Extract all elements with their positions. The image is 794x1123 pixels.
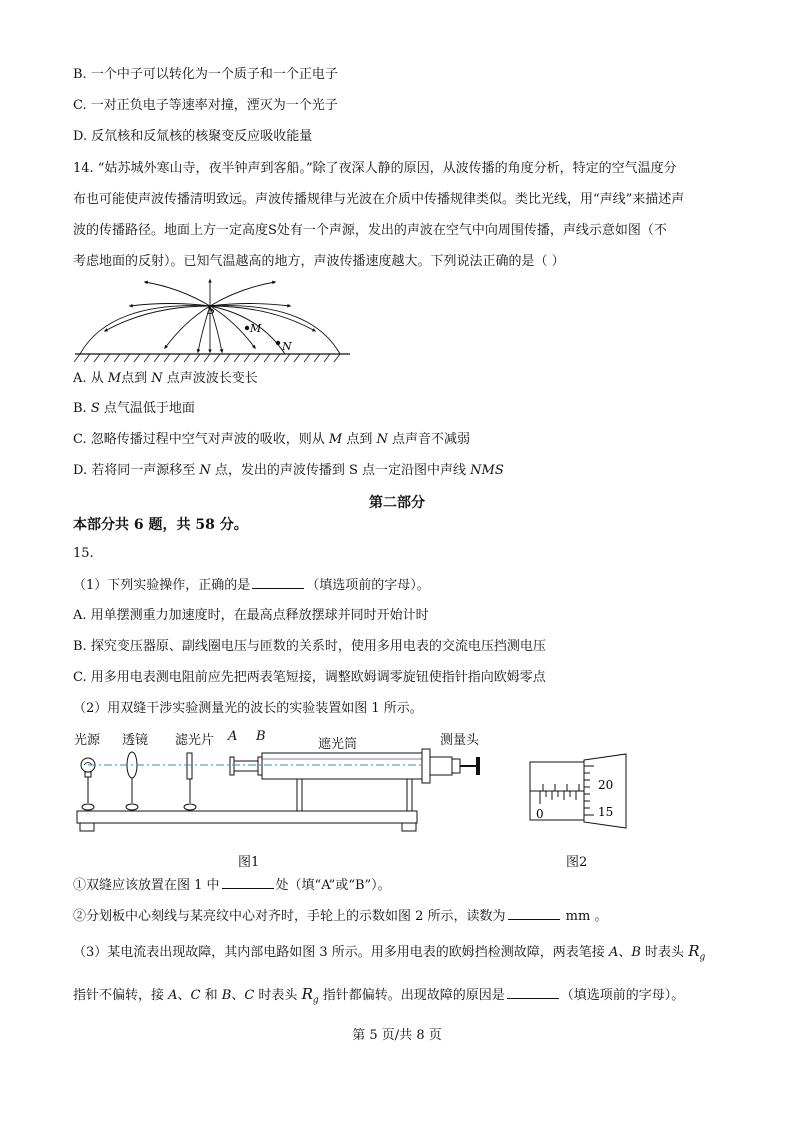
answer-blank[interactable] bbox=[222, 876, 274, 889]
sound-ray-figure bbox=[70, 276, 360, 368]
q14-option-d: D. 若将同一声源移至 N 点，发出的声波传播到 S 点一定沿图中声线 NMS bbox=[73, 463, 504, 478]
q14-option-b: B. S 点气温低于地面 bbox=[73, 401, 195, 416]
q14-stem-line4: 考虑地面的反射）。已知气温越高的地方，声波传播速度越大。下列说法正确的是（ ） bbox=[73, 254, 565, 269]
q13-option-c: C. 一对正负电子等速率对撞，湮灭为一个光子 bbox=[73, 98, 338, 113]
label-measuring-head: 测量头 bbox=[440, 733, 480, 748]
figure2-caption: 图2 bbox=[566, 855, 588, 870]
page-footer: 第 5 页/共 8 页 bbox=[352, 1028, 442, 1043]
figure1-caption: 图1 bbox=[238, 855, 260, 870]
q15-sub1: （1）下列实验操作，正确的是 （填选项前的字母）。 bbox=[73, 578, 430, 593]
label-a: A bbox=[228, 729, 238, 744]
label-b: B bbox=[256, 729, 266, 744]
answer-blank[interactable] bbox=[507, 986, 559, 999]
label-light-source: 光源 bbox=[74, 733, 101, 748]
q15-sub2-2: ②分划板中心刻线与某亮纹中心对齐时，手轮上的示数如图 2 所示，读数为 mm 。 bbox=[73, 909, 608, 924]
q15-sub3-line2: 指针不偏转，接 A、C 和 B、C 时表头 $R_g$ 指针都偏转。出现故障的原因是 （填选项前的字母）。 bbox=[73, 985, 685, 1006]
q15-option-c: C. 用多用电表测电阻前应先把两表笔短接，调整欧姆调零旋钮使指针指向欧姆零点 bbox=[73, 670, 546, 685]
q15-sub2-1: ①双缝应该放置在图 1 中 处（填“A”或“B”）。 bbox=[73, 878, 391, 893]
micrometer-tick-15: 15 bbox=[598, 805, 614, 819]
q15-number: 15. bbox=[73, 546, 94, 561]
answer-blank[interactable] bbox=[252, 576, 304, 589]
micrometer-tick-0: 0 bbox=[536, 807, 544, 821]
label-s: S bbox=[207, 303, 216, 317]
label-filter: 滤光片 bbox=[175, 733, 215, 748]
q15-option-a: A. 用单摆测重力加速度时，在最高点释放摆球并同时开始计时 bbox=[73, 608, 429, 623]
micrometer-tick-20: 20 bbox=[598, 778, 614, 792]
label-n: N bbox=[282, 340, 292, 353]
point-m bbox=[245, 326, 249, 330]
q15-option-b: B. 探究变压器原、副线圈电压与匝数的关系时，使用多用电表的交流电压挡测电压 bbox=[73, 639, 546, 654]
answer-blank[interactable] bbox=[508, 907, 560, 920]
q14-option-a: A. 从 M点到 N 点声波波长变长 bbox=[73, 371, 258, 386]
q15-sub2: （2）用双缝干涉实验测量光的波长的实验装置如图 1 所示。 bbox=[73, 701, 423, 716]
q14-stem-line2: 布也可能使声波传播清明致远。声波传播规律与光波在介质中传播规律类似。类比光线，用“声线”来描述声 bbox=[73, 192, 685, 207]
q13-option-b: B. 一个中子可以转化为一个质子和一个正电子 bbox=[73, 67, 338, 82]
label-tube: 遮光筒 bbox=[318, 737, 358, 752]
q14-option-c: C. 忽略传播过程中空气对声波的吸收，则从 M 点到 N 点声音不减弱 bbox=[73, 432, 470, 447]
label-m: M bbox=[250, 322, 262, 335]
label-lens: 透镜 bbox=[122, 733, 149, 748]
q14-stem-line1: 14. “姑苏城外寒山寺，夜半钟声到客船。”除了夜深人静的原因，从波传播的角度分析，特定的空气温度分 bbox=[73, 161, 677, 176]
part2-summary: 本部分共 6 题，共 58 分。 bbox=[73, 517, 248, 533]
micrometer-reading bbox=[528, 752, 638, 832]
point-n bbox=[276, 341, 280, 345]
q13-option-d: D. 反氘核和反氚核的核聚变反应吸收能量 bbox=[73, 129, 313, 144]
part2-title: 第二部分 bbox=[369, 495, 425, 511]
q14-stem-line3: 波的传播路径。地面上方一定高度S处有一个声源，发出的声波在空气中向周围传播，声线示意如图（不 bbox=[73, 223, 667, 238]
double-slit-apparatus bbox=[72, 745, 492, 840]
q15-sub3-line1: （3）某电流表出现故障，其内部电路如图 3 所示。用多用电表的欧姆挡检测故障，两表笔接 A、B 时表头 $R_g$ bbox=[73, 942, 706, 963]
